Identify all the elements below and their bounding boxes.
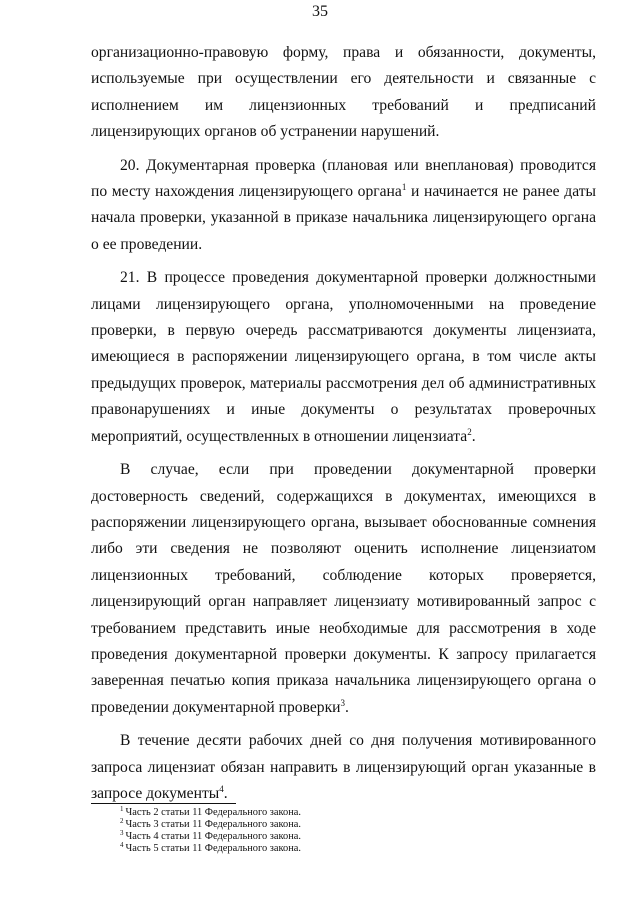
footnote-mark: 1 — [120, 804, 124, 813]
footnote-text: Часть 4 статьи 11 Федерального закона. — [125, 831, 301, 842]
footnote-ref: 1 — [401, 181, 407, 192]
paragraph-text: 21. В процессе проведения документарной проверки должностными лицами лицензирующего органа, уполномоченными на проведение проверки, в первую очередь рассматриваются документы лицензиата, имеющиеся в распоряжении лицензирующего органа, в том числе акты предыдущих проверок, материалы рассмотрения дел об административных правонарушениях и иные документы о результатах проверочных мероприятий, осуществленных в отношении лицензиата — [91, 269, 596, 445]
footnote-4 — [120, 840, 520, 855]
footnotes — [120, 804, 520, 855]
paragraph-text: организационно-правовую форму, права и обязанности, документы, используемые при осуществлении его деятельности и связанные с исполнением им лицензионных требований и предписаний лицензирующих органов об устранении нарушений. — [91, 44, 596, 141]
footnote-ref: 3 — [340, 697, 345, 708]
paragraph-ten-days — [91, 728, 596, 807]
page-number: 35 — [312, 3, 328, 20]
body-text — [91, 40, 596, 807]
footnote-text: Часть 2 статьи 11 Федерального закона. — [125, 807, 301, 818]
paragraph-text-after: и начинается не ранее даты начала проверки, указанной в приказе начальника лицензирующего органа о ее проведении. — [91, 183, 596, 253]
footnote-2 — [120, 816, 520, 831]
paragraph-continuation — [91, 40, 596, 146]
footnote-mark: 3 — [120, 828, 124, 837]
footnote-mark: 4 — [120, 840, 124, 849]
footnote-ref: 4 — [219, 783, 224, 794]
footnote-separator — [91, 803, 236, 804]
footnote-1 — [120, 804, 520, 819]
paragraph-text: В случае, если при проведении документарной проверки достоверность сведений, содержащихся в документах, имеющихся в распоряжении лицензирующего органа, вызывает обоснованные сомнения либо эти сведения не позволяют оценить исполнение лицензиатом лицензионных требований, соблюдение которых проверяется, лицензирующий орган направляет лицензиату мотивированный запрос с требованием представить иные необходимые для рассмотрения в ходе проведения документарной проверки документы. К запросу прилагается заверенная печатью копия приказа начальника лицензирующего органа о проведении документарной проверки — [91, 461, 596, 716]
footnote-ref: 2 — [467, 426, 472, 437]
footnote-3 — [120, 828, 520, 843]
paragraph-text-after: . — [223, 784, 228, 802]
footnote-text: Часть 5 статьи 11 Федерального закона. — [125, 843, 301, 854]
paragraph-text: В течение десяти рабочих дней со дня получения мотивированного запроса лицензиат обязан направить в лицензирующий орган указанные в запросе документы — [91, 732, 596, 802]
footnote-mark: 2 — [120, 816, 124, 825]
paragraph-21 — [91, 265, 596, 450]
paragraph-case — [91, 457, 596, 721]
paragraph-text-after: . — [345, 698, 349, 716]
paragraph-text-after: . — [471, 427, 476, 445]
paragraph-20 — [91, 153, 596, 259]
paragraph-text: 20. Документарная проверка (плановая или внеплановая) проводится по месту нахождения лицензирующего органа — [91, 156, 596, 201]
footnote-text: Часть 3 статьи 11 Федерального закона. — [125, 819, 301, 830]
